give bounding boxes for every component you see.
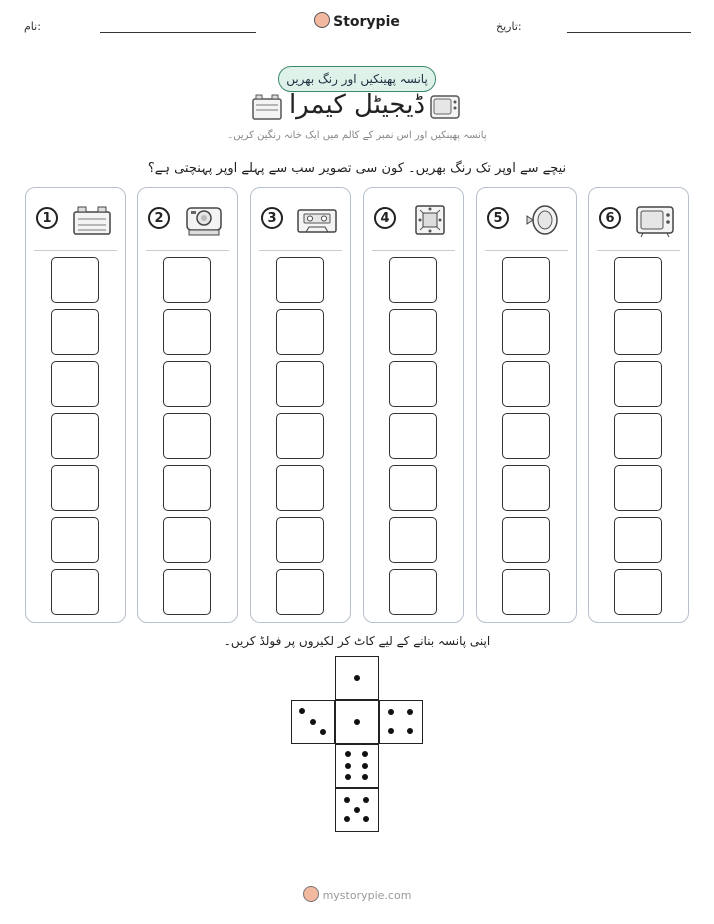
color-cell[interactable]	[163, 361, 211, 407]
color-cell[interactable]	[276, 413, 324, 459]
color-cell[interactable]	[389, 309, 437, 355]
dice-face-6	[335, 744, 379, 788]
color-cell[interactable]	[51, 309, 99, 355]
circuit-chip-icon	[408, 202, 452, 238]
color-cell[interactable]	[502, 413, 550, 459]
dice-pip	[310, 719, 316, 725]
color-cell[interactable]	[502, 257, 550, 303]
date-label: تاریخ:	[496, 20, 522, 33]
dice-pip	[345, 751, 351, 757]
column-3	[250, 187, 351, 623]
cassette-tape-icon	[295, 202, 339, 238]
page-title: ڈیجیٹل کیمرا	[288, 90, 426, 120]
dice-pip	[362, 774, 368, 780]
dice-pip	[407, 709, 413, 715]
color-cell[interactable]	[51, 257, 99, 303]
color-cell[interactable]	[389, 257, 437, 303]
color-cell[interactable]	[389, 569, 437, 615]
instruction-text: نیچے سے اوپر تک رنگ بھریں۔ کون سی تصویر سب سے پہلے اوپر پہنچتی ہے؟	[147, 161, 567, 176]
color-cell[interactable]	[51, 569, 99, 615]
footer-url: mystorypie.com	[322, 889, 412, 902]
color-cell[interactable]	[276, 361, 324, 407]
dice-face-4	[379, 700, 423, 744]
column-number: 3	[261, 207, 283, 229]
retro-tv-icon	[428, 92, 462, 122]
color-cell[interactable]	[614, 517, 662, 563]
name-label: نام:	[24, 20, 41, 33]
column-2	[137, 187, 238, 623]
column-divider	[485, 250, 568, 251]
color-cell[interactable]	[51, 517, 99, 563]
dice-pip	[344, 816, 350, 822]
column-number: 1	[36, 207, 58, 229]
dice-pip	[363, 797, 369, 803]
color-cell[interactable]	[163, 413, 211, 459]
retro-tv-icon	[633, 202, 677, 238]
color-cell[interactable]	[614, 309, 662, 355]
color-cell[interactable]	[614, 361, 662, 407]
color-cell[interactable]	[276, 517, 324, 563]
color-cell[interactable]	[614, 465, 662, 511]
dice-pip	[344, 797, 350, 803]
color-cell[interactable]	[276, 465, 324, 511]
color-cell[interactable]	[389, 517, 437, 563]
dice-pip	[354, 807, 360, 813]
color-cell[interactable]	[276, 569, 324, 615]
color-cell[interactable]	[389, 465, 437, 511]
page-subtitle: پانسہ پھینکیں اور اس نمبر کے کالم میں ایک خانہ رنگین کریں۔	[227, 130, 487, 141]
column-divider	[34, 250, 117, 251]
color-cell[interactable]	[163, 517, 211, 563]
dice-pip	[354, 675, 360, 681]
dice-face-1	[335, 700, 379, 744]
column-header	[589, 188, 688, 250]
name-line	[100, 32, 256, 33]
dice-pip	[354, 719, 360, 725]
activity-badge: پانسہ پھینکیں اور رنگ بھریں	[278, 66, 436, 92]
column-header	[251, 188, 350, 250]
color-cell[interactable]	[163, 465, 211, 511]
dice-pip	[362, 751, 368, 757]
column-number: 6	[599, 207, 621, 229]
color-cell[interactable]	[614, 257, 662, 303]
column-number: 5	[487, 207, 509, 229]
color-cell[interactable]	[276, 257, 324, 303]
dice-face-5	[335, 788, 379, 832]
color-cell[interactable]	[163, 309, 211, 355]
column-divider	[259, 250, 342, 251]
color-cell[interactable]	[163, 257, 211, 303]
color-cell[interactable]	[502, 465, 550, 511]
brand-text: Storypie	[333, 14, 400, 30]
dice-pip	[388, 728, 394, 734]
column-header	[477, 188, 576, 250]
column-divider	[372, 250, 455, 251]
date-line	[567, 32, 691, 33]
column-4	[363, 187, 464, 623]
dice-face-3	[291, 700, 335, 744]
dice-pip	[345, 774, 351, 780]
dice-pip	[363, 816, 369, 822]
color-cell[interactable]	[163, 569, 211, 615]
car-battery-icon	[70, 202, 114, 238]
color-cell[interactable]	[502, 361, 550, 407]
column-number: 4	[374, 207, 396, 229]
column-number: 2	[148, 207, 170, 229]
color-cell[interactable]	[614, 569, 662, 615]
footer	[0, 886, 714, 902]
color-cell[interactable]	[389, 361, 437, 407]
dice-face-1	[335, 656, 379, 700]
color-cell[interactable]	[51, 413, 99, 459]
column-1	[25, 187, 126, 623]
column-divider	[146, 250, 229, 251]
dice-pip	[345, 763, 351, 769]
brand-logo	[0, 12, 714, 30]
column-6	[588, 187, 689, 623]
color-cell[interactable]	[51, 465, 99, 511]
color-cell[interactable]	[51, 361, 99, 407]
bear-icon	[303, 886, 319, 902]
column-header	[138, 188, 237, 250]
column-header	[26, 188, 125, 250]
color-cell[interactable]	[276, 309, 324, 355]
camera-lens-icon	[521, 202, 565, 238]
fold-instruction: اپنی پانسہ بنانے کے لیے کاٹ کر لکیروں پر فولڈ کریں۔	[223, 634, 491, 648]
color-cell[interactable]	[502, 309, 550, 355]
color-cell[interactable]	[502, 517, 550, 563]
color-cell[interactable]	[614, 413, 662, 459]
color-cell[interactable]	[502, 569, 550, 615]
dice-pip	[362, 763, 368, 769]
instant-camera-icon	[182, 202, 226, 238]
column-5	[476, 187, 577, 623]
dice-pip	[407, 728, 413, 734]
dice-pip	[320, 729, 326, 735]
column-divider	[597, 250, 680, 251]
bear-icon	[314, 12, 330, 28]
color-cell[interactable]	[389, 413, 437, 459]
dice-pip	[388, 709, 394, 715]
dice-pip	[299, 708, 305, 714]
column-header	[364, 188, 463, 250]
